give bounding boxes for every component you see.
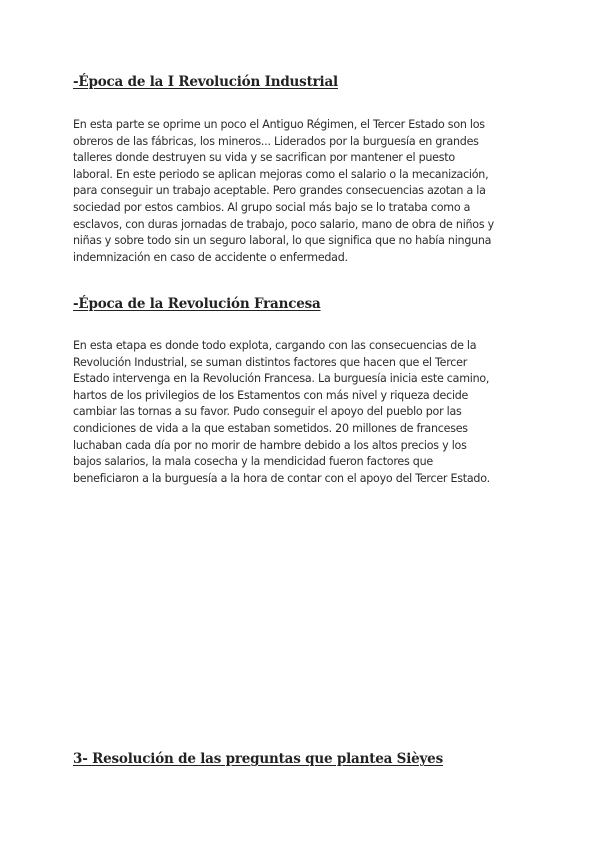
paragraph-line: luchaban cada día por no morir de hambre debido a los altos precios y los — [73, 438, 467, 452]
paragraph-french-revolution — [73, 338, 533, 487]
paragraph-line: Estado intervenga en la Revolución Francesa. La burguesía inicia este camino, — [73, 372, 490, 386]
paragraph-line: beneficiaron a la burguesía a la hora de contar con el apoyo del Tercer Estado. — [73, 471, 490, 485]
paragraph-line: talleres donde destruyen su vida y se sacrifican por mantener el puesto — [73, 151, 455, 165]
paragraph-line: sociedad por estos cambios. Al grupo social más bajo se lo trataba como a — [73, 200, 471, 214]
paragraph-line: cambiar las tornas a su favor. Pudo conseguir el apoyo del pueblo por las — [73, 405, 462, 419]
paragraph-line: indemnización en caso de accidente o enfermedad. — [73, 250, 348, 264]
paragraph-line: En esta parte se oprime un poco el Antiguo Régimen, el Tercer Estado son los — [73, 118, 485, 131]
paragraph-line: condiciones de vida a la que estaban sometidos. 20 millones de franceses — [73, 421, 468, 435]
section-heading-french-revolution: -Época de la Revolución Francesa — [73, 296, 321, 312]
paragraph-line: esclavos, con duras jornadas de trabajo, poco salario, mano de obra de niños y — [73, 217, 494, 231]
paragraph-line: laboral. En este periodo se aplican mejoras como el salario o la mecanización, — [73, 167, 489, 181]
paragraph-line: hartos de los privilegios de los Estamentos con más nivel y riqueza decide — [73, 388, 469, 402]
paragraph-line: En esta etapa es donde todo explota, cargando con las consecuencias de la — [73, 339, 477, 352]
paragraph-line: Revolución Industrial, se suman distintos factores que hacen que el Tercer — [73, 355, 468, 369]
paragraph-industrial-revolution — [73, 117, 533, 266]
paragraph-line: bajos salarios, la mala cosecha y la mendicidad fueron factores que — [73, 455, 433, 469]
paragraph-line: niñas y sobre todo sin un seguro laboral, lo que significa que no había ninguna — [73, 234, 492, 248]
section-heading-industrial-revolution: -Época de la I Revolución Industrial — [73, 74, 338, 90]
paragraph-line: para conseguir un trabajo aceptable. Pero grandes consecuencias azotan a la — [73, 184, 486, 198]
section-heading-sieyes-questions: 3- Resolución de las preguntas que plantea Sièyes — [73, 751, 443, 767]
paragraph-line: obreros de las fábricas, los mineros... Liderados por la burguesía en grandes — [73, 134, 479, 148]
